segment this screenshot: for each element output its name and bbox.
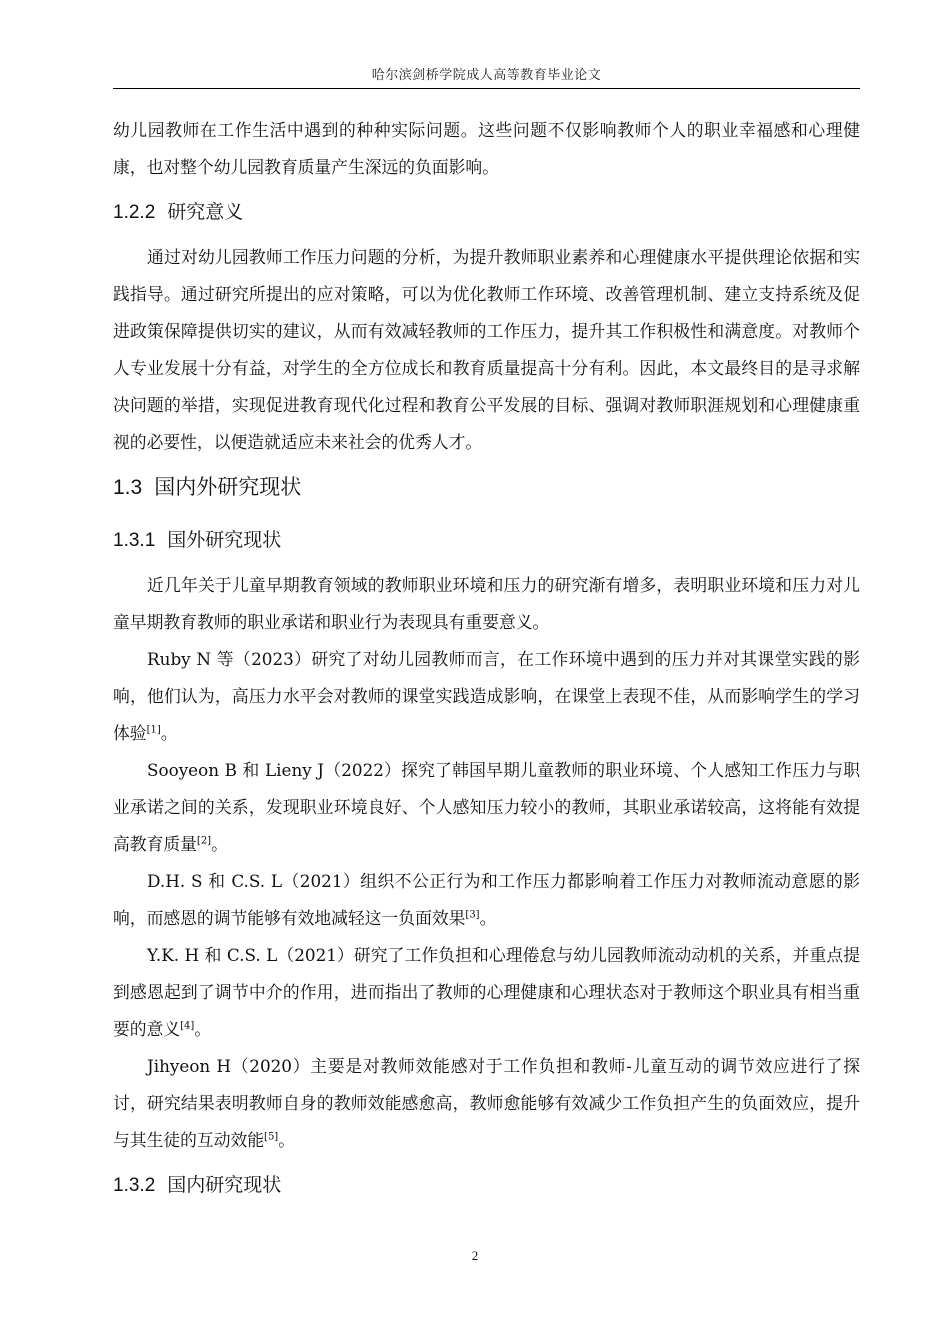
section-number: 1.2.2	[113, 202, 156, 223]
section-number: 1.3.2	[113, 1175, 156, 1196]
section-title: 国内外研究现状	[154, 475, 302, 499]
running-header: 哈尔滨剑桥学院成人高等教育毕业论文	[371, 68, 602, 83]
citation-ref: [3]	[465, 909, 480, 921]
section-heading-1-3-2	[113, 1159, 860, 1212]
paragraph-research-significance: 通过对幼儿园教师工作压力问题的分析，为提升教师职业素养和心理健康水平提供理论依据和实践指导。通过研究所提出的应对策略，可以为优化教师工作环境、改善管理机制、建立支持系统及促进政策保障提供切实的建议，从而有效减轻教师的工作压力，提升其工作积极性和满意度。对教师个人专业发展十分有益，对学生的全方位成长和教育质量提高十分有利。因此，本文最终目的是寻求解决问题的举措，实现促进教育现代化过程和教育公平发展的目标、强调对教师职涯规划和心理健康重视的必要性，以便造就适应未来社会的优秀人才。	[113, 247, 860, 452]
paragraph-dhs: D.H. S 和 C.S. L（2021）组织不公正行为和工作压力都影响着工作压力对教师流动意愿的影响，而感恩的调节能够有效地减轻这一负面效果[3]。	[113, 871, 860, 928]
paragraph-ruby: Ruby N 等（2023）研究了对幼儿园教师而言，在工作环境中遇到的压力并对其课堂实践的影响，他们认为，高压力水平会对教师的课堂实践造成影响，在课堂上表现不佳，从而影响学生的学习体验[1]。	[113, 649, 860, 743]
citation-ref: [4]	[180, 1020, 195, 1032]
section-title: 国内研究现状	[167, 1174, 282, 1196]
section-heading-1-3-1	[113, 514, 860, 567]
paragraph-ykh: Y.K. H 和 C.S. L（2021）研究了工作负担和心理倦怠与幼儿园教师流动动机的关系，并重点提到感恩起到了调节中介的作用，进而指出了教师的心理健康和心理状态对于教师这个职业具有相当重要的意义[4]。	[113, 945, 860, 1039]
section-number: 1.3.1	[113, 530, 156, 551]
section-heading-1-2-2	[113, 186, 860, 239]
page-number: 2	[471, 1248, 479, 1263]
section-title: 研究意义	[167, 201, 244, 223]
paragraph-jihyeon: Jihyeon H（2020）主要是对教师效能感对于工作负担和教师-儿童互动的调节效应进行了探讨，研究结果表明教师自身的教师效能感愈高，教师愈能够有效减少工作负担产生的负面效应，提升与其生徒的互动效能[5]。	[113, 1056, 860, 1150]
section-heading-1-3	[113, 461, 860, 514]
paragraph-foreign-overview: 近几年关于儿童早期教育领域的教师职业环境和压力的研究渐有增多，表明职业环境和压力对儿童早期教育教师的职业承诺和职业行为表现具有重要意义。	[113, 575, 860, 632]
section-title: 国外研究现状	[167, 529, 282, 551]
citation-ref: [2]	[196, 835, 212, 847]
body-text	[113, 112, 860, 1212]
citation-ref: [1]	[146, 724, 161, 736]
section-number: 1.3	[113, 476, 143, 499]
paragraph-sooyeon: Sooyeon B 和 Lieny J（2022）探究了韩国早期儿童教师的职业环境、个人感知工作压力与职业承诺之间的关系，发现职业环境良好、个人感知压力较小的教师，其职业承诺较高，这将能有效提高教育质量[2]。	[113, 760, 860, 854]
header-rule	[113, 88, 860, 89]
citation-ref: [5]	[264, 1131, 279, 1143]
paragraph-continued: 幼儿园教师在工作生活中遇到的种种实际问题。这些问题不仅影响教师个人的职业幸福感和心理健康，也对整个幼儿园教育质量产生深远的负面影响。	[113, 120, 860, 177]
